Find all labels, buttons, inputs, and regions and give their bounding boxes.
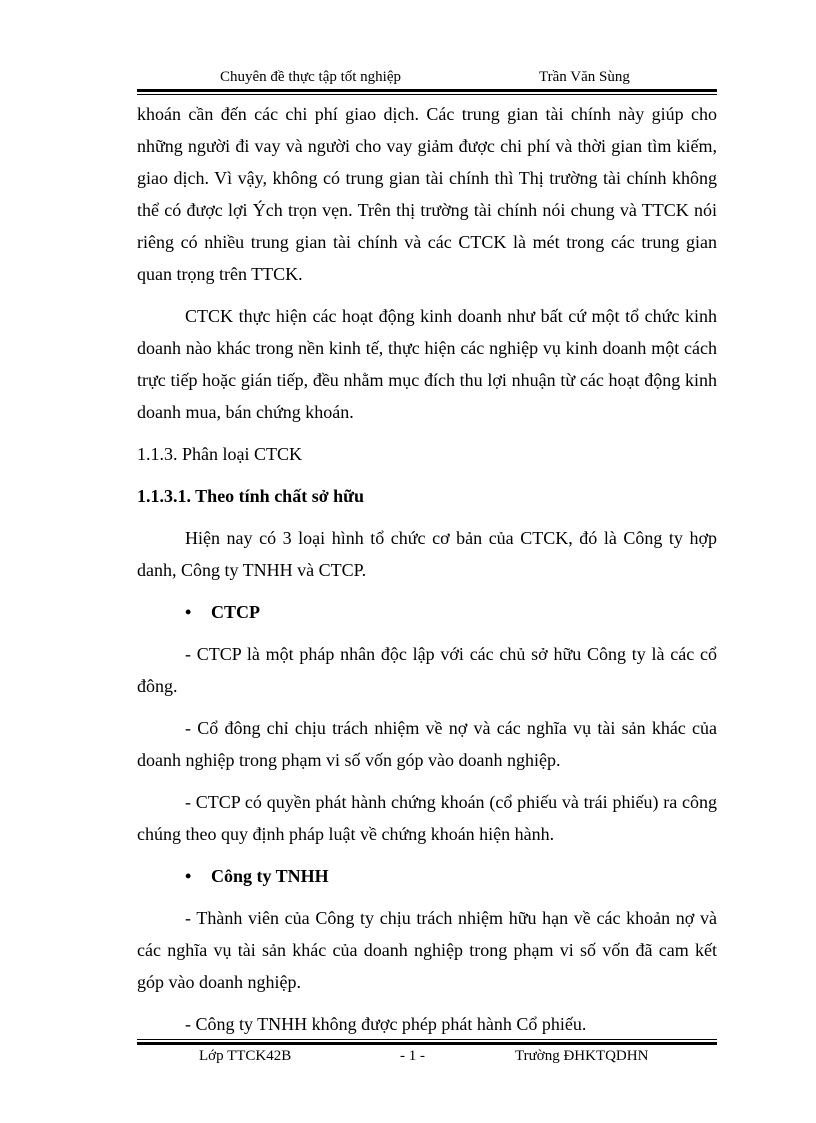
bullet-label: CTCP	[211, 602, 260, 622]
footer-class: Lớp TTCK42B	[199, 1048, 292, 1064]
paragraph: Hiện nay có 3 loại hình tổ chức cơ bản của CTCK, đó là Công ty hợp danh, Công ty TNHH và CTCP.	[137, 528, 717, 580]
header-rule-thin	[137, 94, 717, 95]
subsection-heading: 1.1.3.1. Theo tính chất sở hữu	[137, 486, 364, 506]
header-author: Trần Văn Sùng	[539, 69, 630, 85]
footer-rule-thick	[137, 1042, 717, 1045]
paragraph: - CTCP là một pháp nhân độc lập với các chủ sở hữu Công ty là các cổ đông.	[137, 644, 717, 696]
paragraph: - Thành viên của Công ty chịu trách nhiệm hữu hạn về các khoản nợ và các nghĩa vụ tài sản khác của doanh nghiệp trong phạm vi số vốn đã cam kết góp vào doanh nghiệp.	[137, 908, 717, 992]
page-header	[137, 68, 717, 88]
page-footer	[137, 1048, 717, 1068]
paragraph: - Công ty TNHH không được phép phát hành Cổ phiếu.	[185, 1014, 587, 1034]
section-heading: 1.1.3. Phân loại CTCK	[137, 444, 302, 464]
page-number: - 1 -	[400, 1048, 425, 1064]
bullet-icon: •	[185, 602, 192, 622]
paragraph: CTCK thực hiện các hoạt động kinh doanh như bất cứ một tổ chức kinh doanh nào khác trong nền kinh tế, thực hiện các nghiệp vụ kinh doanh một cách trực tiếp hoặc gián tiếp, đều nhằm mục đích thu lợi nhuận từ các hoạt động kinh doanh mua, bán chứng khoán.	[137, 306, 717, 422]
bullet-label: Công ty TNHH	[211, 866, 329, 886]
bullet-icon: •	[185, 866, 192, 886]
bullet-item	[137, 860, 717, 892]
footer-school: Trường ĐHKTQDHN	[515, 1048, 649, 1064]
document-body	[137, 98, 717, 1050]
paragraph: khoán cần đến các chi phí giao dịch. Các trung gian tài chính này giúp cho những người đi vay và người cho vay giảm được chi phí và thời gian tìm kiếm, giao dịch. Vì vậy, không có trung gian tài chính thì Thị trường tài chính không thể có được lợi Ých trọn vẹn. Trên thị trường tài chính nói chung và TTCK nói riêng có nhiều trung gian tài chính và các CTCK là mét trong các trung gian quan trọng trên TTCK.	[137, 104, 717, 284]
header-title: Chuyên đề thực tập tốt nghiệp	[220, 69, 402, 85]
paragraph: - CTCP có quyền phát hành chứng khoán (cổ phiếu và trái phiếu) ra công chúng theo quy định pháp luật về chứng khoán hiện hành.	[137, 792, 717, 844]
footer-rule-thin	[137, 1039, 717, 1040]
paragraph: - Cổ đông chỉ chịu trách nhiệm về nợ và các nghĩa vụ tài sản khác của doanh nghiệp trong phạm vi số vốn góp vào doanh nghiệp.	[137, 718, 717, 770]
header-rule-thick	[137, 89, 717, 92]
bullet-item	[137, 596, 717, 628]
